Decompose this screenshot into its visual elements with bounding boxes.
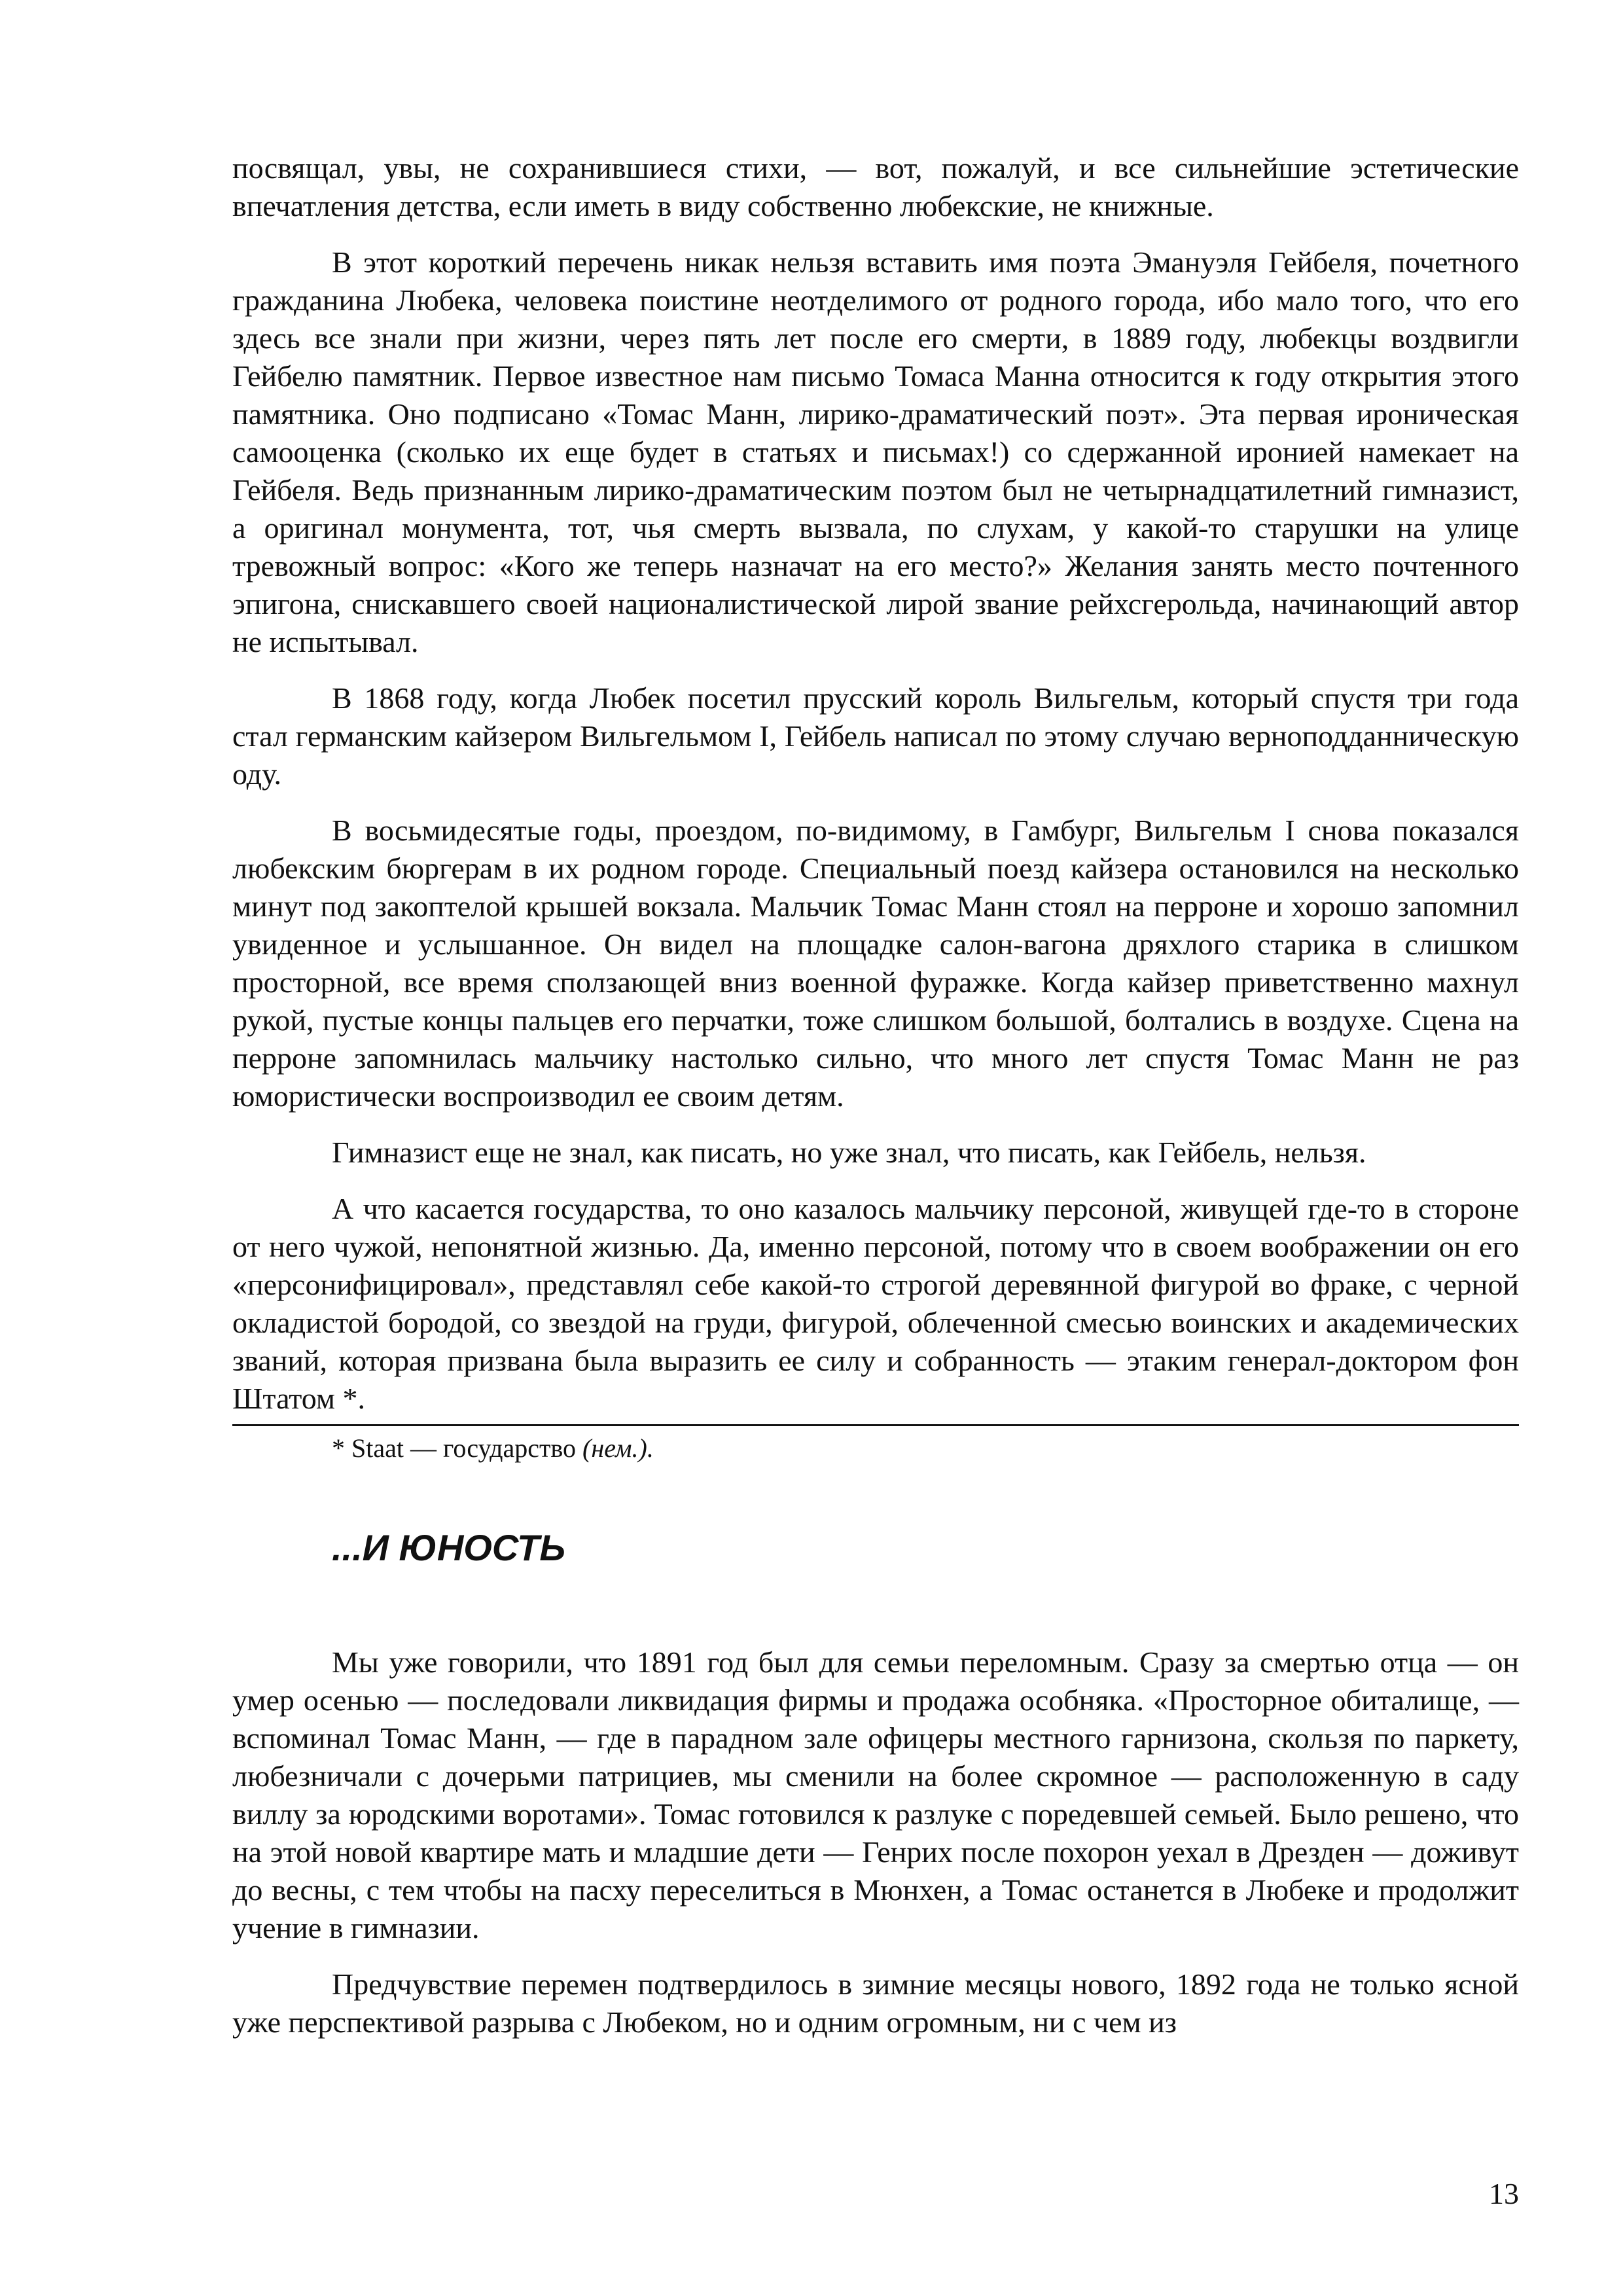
paragraph-3: В 1868 году, когда Любек посетил прусский король Вильгельм, который спустя три года стал германским кайзером Вильгельмом I, Гейбель написал по этому случаю верноподданническую оду.: [232, 681, 1519, 791]
page-body: [232, 149, 1519, 2060]
footnote-language-note: (нем.).: [582, 1433, 654, 1463]
footnote-text: * Staat — государство: [332, 1433, 583, 1463]
paragraph-5: Гимназист еще не знал, как писать, но уже знал, что писать, как Гейбель, нельзя.: [332, 1136, 1366, 1169]
paragraph-8: Предчувствие перемен подтвердилось в зимние месяцы нового, 1892 года не только ясной уже перспективой разрыва с Любеком, но и одним огромным, ни с чем из: [232, 1967, 1519, 2039]
paragraph-4: В восьмидесятые годы, проездом, по-видимому, в Гамбург, Вильгельм I снова показался любекским бюргерам в их родном городе. Специальный поезд кайзера остановился на несколько минут под закоптелой крышей вокзала. Мальчик Томас Манн стоял на перроне и хорошо запомнил увиденное и услышанное. Он видел на площадке салон-вагона дряхлого старика в слишком просторной, все время сползающей вниз военной фуражке. Когда кайзер приветственно махнул рукой, пустые концы пальцев его перчатки, тоже слишком большой, болтались в воздухе. Сцена на перроне запомнилась мальчику настолько сильно, что много лет спустя Томас Манн не раз юмористически воспроизводил ее своим детям.: [232, 814, 1519, 1113]
section-heading: ...И ЮНОСТЬ: [332, 1527, 566, 1568]
footnote: [232, 1431, 1519, 1465]
paragraph-2: В этот короткий перечень никак нельзя вставить имя поэта Эмануэля Гейбеля, почетного гражданина Любека, человека поистине неотделимого от родного города, ибо мало того, что его здесь все знали при жизни, через пять лет после его смерти, в 1889 году, любекцы воздвигли Гейбелю памятник. Первое известное нам письмо Томаса Манна относится к году открытия этого памятника. Оно подписано «Томас Манн, лирико-драматический поэт». Эта первая ироническая самооценка (сколько их еще будет в статьях и письмах!) со сдержанной иронией намекает на Гейбеля. Ведь признанным лирико-драматическим поэтом был не четырнадцатилетний гимназист, а оригинал монумента, тот, чья смерть вызвала, по слухам, у какой-то старушки на улице тревожный вопрос: «Кого же теперь назначат на его место?» Желания занять место почтенного эпигона, снискавшего своей националистической лирой звание рейхсгерольда, начинающий автор не испытывал.: [232, 245, 1519, 658]
page-number: 13: [1489, 2177, 1519, 2210]
paragraph-1: посвящал, увы, не сохранившиеся стихи, — вот, пожалуй, и все сильнейшие эстетические впечатления детства, если иметь в виду собственно любекские, не книжные.: [232, 151, 1519, 223]
paragraph-7: Мы уже говорили, что 1891 год был для семьи переломным. Сразу за смертью отца — он умер осенью — последовали ликвидация фирмы и продажа особняка. «Просторное обиталище, — вспоминал Томас Манн, — где в парадном зале офицеры местного гарнизона, скользя по паркету, любезничали с дочерьми патрициев, мы сменили на более скромное — расположенную в саду виллу за юродскими воротами». Томас готовился к разлуке с поредевшей семьей. Было решено, что на этой новой квартире мать и младшие дети — Генрих после похорон уехал в Дрезден — доживут до весны, с тем чтобы на пасху переселиться в Мюнхен, а Томас останется в Любеке и продолжит учение в гимназии.: [232, 1645, 1519, 1945]
paragraph-6: А что касается государства, то оно казалось мальчику персоной, живущей где-то в стороне от него чужой, непонятной жизнью. Да, именно персоной, потому что в своем воображении он его «персонифицировал», представлял себе какой-то строгой деревянной фигурой во фраке, с черной окладистой бородой, со звездой на груди, фигурой, облеченной смесью воинских и академических званий, которая призвана была выразить ее силу и собранность — этаким генерал-доктором фон Штатом *.: [232, 1192, 1519, 1415]
footnote-divider: [232, 1424, 1519, 1426]
